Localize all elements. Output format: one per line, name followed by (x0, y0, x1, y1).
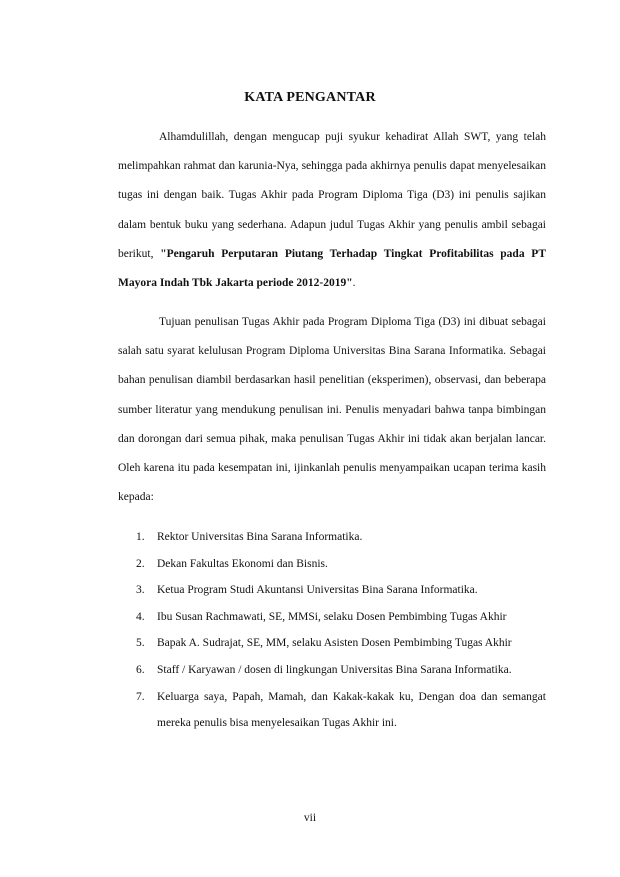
list-item (136, 684, 546, 737)
list-item-number: 6. (136, 663, 145, 676)
list-item-text: Dekan Fakultas Ekonomi dan Bisnis. (157, 557, 328, 570)
list-item-text: Keluarga saya, Papah, Mamah, dan Kakak-kakak ku, Dengan doa dan semangat mereka penulis bisa menyelesaikan Tugas Akhir ini. (157, 690, 546, 730)
paragraph-purpose-text: Tujuan penulisan Tugas Akhir pada Program Diploma Tiga (D3) ini dibuat sebagai salah satu syarat kelulusan Program Diploma Universitas Bina Sarana Informatika. Sebagai bahan penulisan diambil berdasarkan hasil penelitian (eksperimen), observasi, dan beberapa sumber literatur yang mendukung penulisan ini. Penulis menyadari bahwa tanpa bimbingan dan dorongan dari semua pihak, maka penulisan Tugas Akhir ini tidak akan berjalan lancar. Oleh karena itu pada kesempatan ini, ijinkanlah penulis menyampaikan ucapan terima kasih kepada: (118, 316, 546, 504)
list-item-number: 1. (136, 531, 145, 543)
list-item-number: 4. (136, 610, 145, 623)
list-item-number: 7. (136, 690, 145, 703)
list-item-text: Ketua Program Studi Akuntansi Universitas Bina Sarana Informatika. (157, 584, 478, 597)
list-item-text: Rektor Universitas Bina Sarana Informatika. (157, 531, 363, 543)
page-title: KATA PENGANTAR (244, 90, 376, 105)
list-item-number: 2. (136, 557, 145, 570)
thesis-title-text: "Pengaruh Perputaran Piutang Terhadap Tingkat Profitabilitas pada PT Mayora Indah Tbk Jakarta periode 2012-2019" (118, 247, 546, 290)
paragraph-intro-text: Alhamdulillah, dengan mengucap puji syukur kehadirat Allah SWT, yang telah melimpahkan rahmat dan karunia-Nya, sehingga pada akhirnya penulis dapat menyelesaikan tugas ini dengan baik. Tugas Akhir pada Program Diploma Tiga (D3) ini penulis sajikan dalam bentuk buku yang sederhana. Adapun judul Tugas Akhir yang penulis ambil sebagai berikut, (118, 131, 546, 260)
list-item (136, 524, 546, 551)
list-item (136, 577, 546, 604)
list-item (136, 604, 546, 631)
list-item (136, 657, 546, 684)
list-item (136, 630, 546, 657)
list-item-number: 3. (136, 584, 145, 597)
list-item-text: Staff / Karyawan / dosen di lingkungan Universitas Bina Sarana Informatika. (157, 663, 512, 676)
paragraph-intro-end: . (352, 277, 356, 290)
paragraph-purpose (118, 308, 546, 512)
page-number: vii (303, 812, 317, 824)
list-item-text: Ibu Susan Rachmawati, SE, MMSi, selaku Dosen Pembimbing Tugas Akhir (157, 610, 507, 623)
acknowledgement-list (136, 524, 546, 737)
list-item-number: 5. (136, 637, 145, 650)
list-item (136, 551, 546, 578)
paragraph-intro (118, 123, 546, 298)
list-item-text: Bapak A. Sudrajat, SE, MM, selaku Asisten Dosen Pembimbing Tugas Akhir (157, 637, 512, 650)
